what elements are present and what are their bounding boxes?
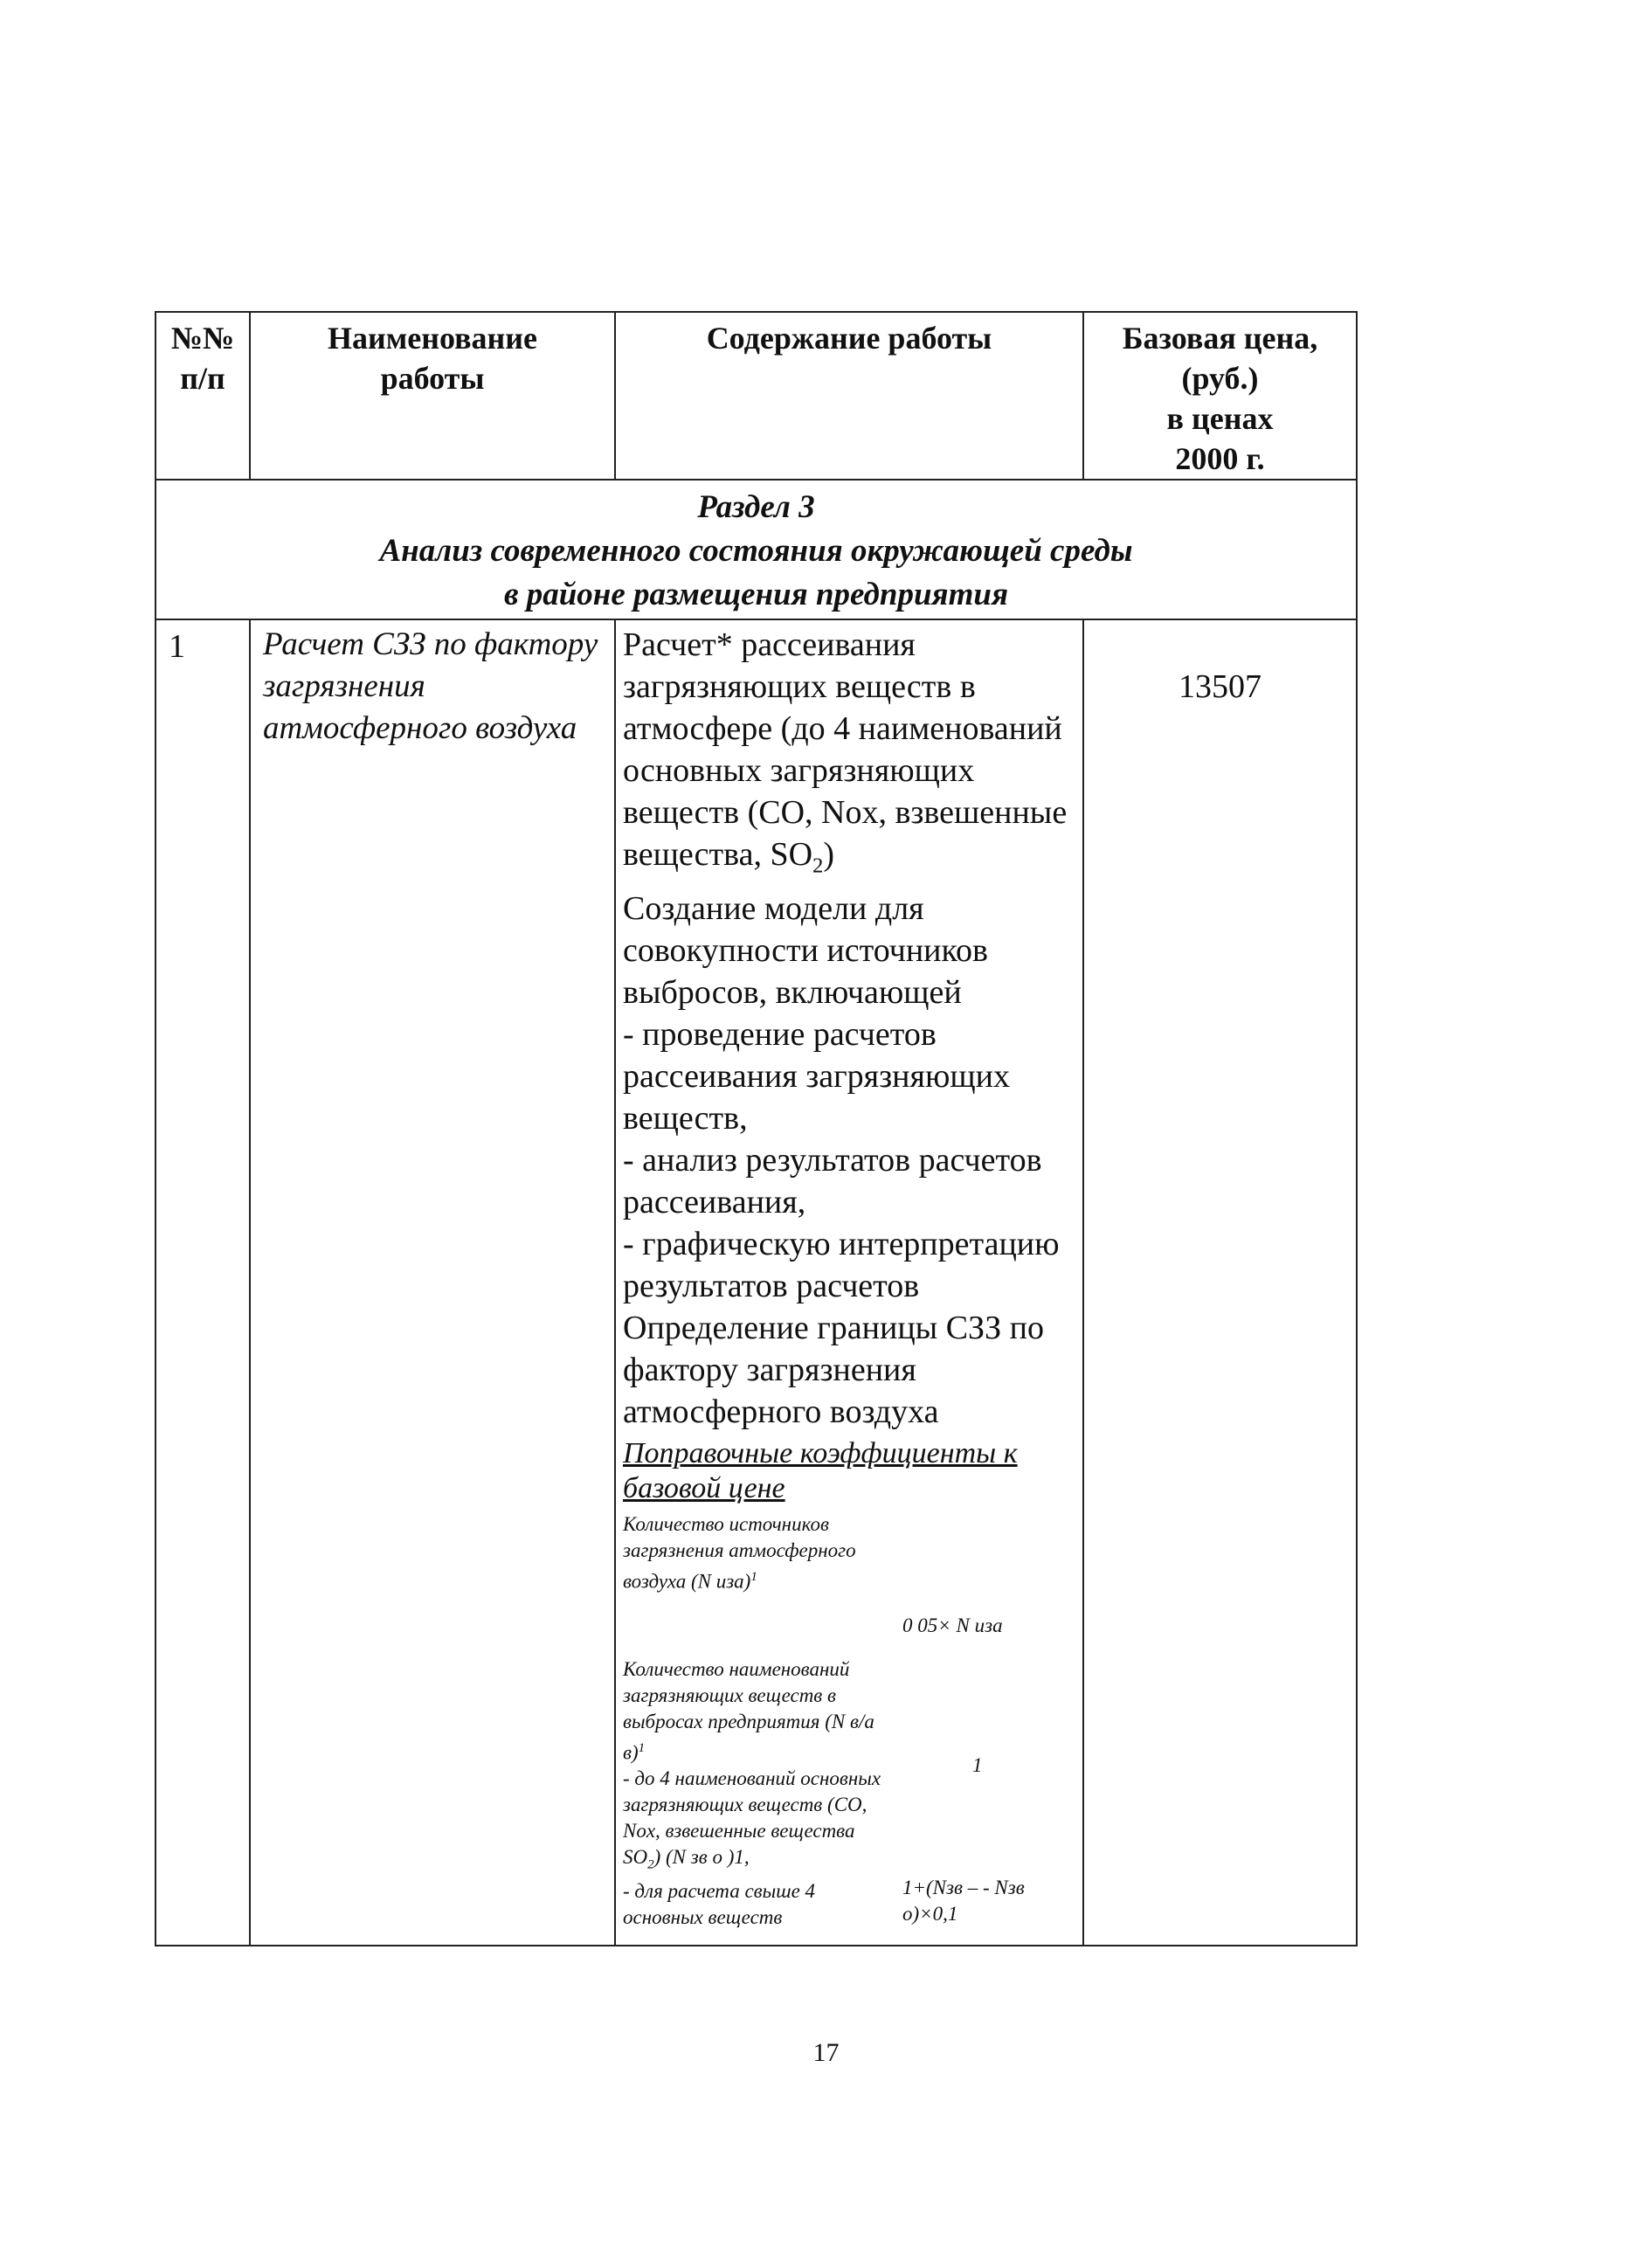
row-name: Расчет СЗЗ по фактору загрязнения атмосферного воздуха bbox=[250, 619, 615, 1946]
page-number: 17 bbox=[812, 2038, 840, 2067]
content-para-3: - проведение расчетов рассеивания загрязняющих веществ, bbox=[623, 1015, 1010, 1137]
row-num: 1 bbox=[156, 619, 250, 1946]
section-row bbox=[156, 480, 1357, 619]
header-row bbox=[156, 312, 1357, 480]
section-title: Раздел 3 bbox=[697, 489, 815, 525]
content-para-1: Расчет* рассеивания загрязняющих веществ в атмосфере (до 4 наименований основных загрязняющих веществ (CO, Nox, взвешенные вещества, $SO_2$) bbox=[623, 626, 1068, 878]
table-row bbox=[156, 619, 1357, 1946]
row-content bbox=[615, 619, 1083, 1946]
header-content: Содержание работы bbox=[615, 312, 1083, 480]
content-para-2: Создание модели для совокупности источников выбросов, включающей bbox=[623, 889, 988, 1011]
section-subtitle: Анализ современного состояния окружающей среды в районе размещения предприятия bbox=[379, 533, 1133, 612]
row-price: 13507 bbox=[1083, 619, 1357, 1946]
section-heading bbox=[156, 480, 1357, 619]
header-num: №№ п/п bbox=[156, 312, 250, 480]
coef-2: Количество наименований загрязняющих веществ в выбросах предприятия (N в/а в)$^1$ - до 4 наименований основных загрязняющих веществ (CO, Nox, взвешенные вещества $SO_2$) (N зв о )1, - для расчета свыше 4 основных веществ 1 1+(Nзв – - Nзв о)×0,1 bbox=[623, 1657, 1025, 1928]
coef-title: Поправочные коэффициенты к базовой цене bbox=[623, 1436, 1018, 1504]
content-para-4: - анализ результатов расчетов рассеивания, bbox=[623, 1141, 1042, 1220]
works-price-table bbox=[155, 311, 1358, 1946]
header-price: Базовая цена, (руб.) в ценах 2000 г. bbox=[1083, 312, 1357, 480]
header-name: Наименование работы bbox=[250, 312, 615, 480]
coef-1: Количество источников загрязнения атмосферного воздуха (N иза)$^1$ 0 05× N иза bbox=[623, 1512, 1003, 1636]
content-para-5: - графическую интерпретацию результатов расчетов Определение границы СЗЗ по фактору загрязнения атмосферного воздуха bbox=[623, 1225, 1060, 1430]
